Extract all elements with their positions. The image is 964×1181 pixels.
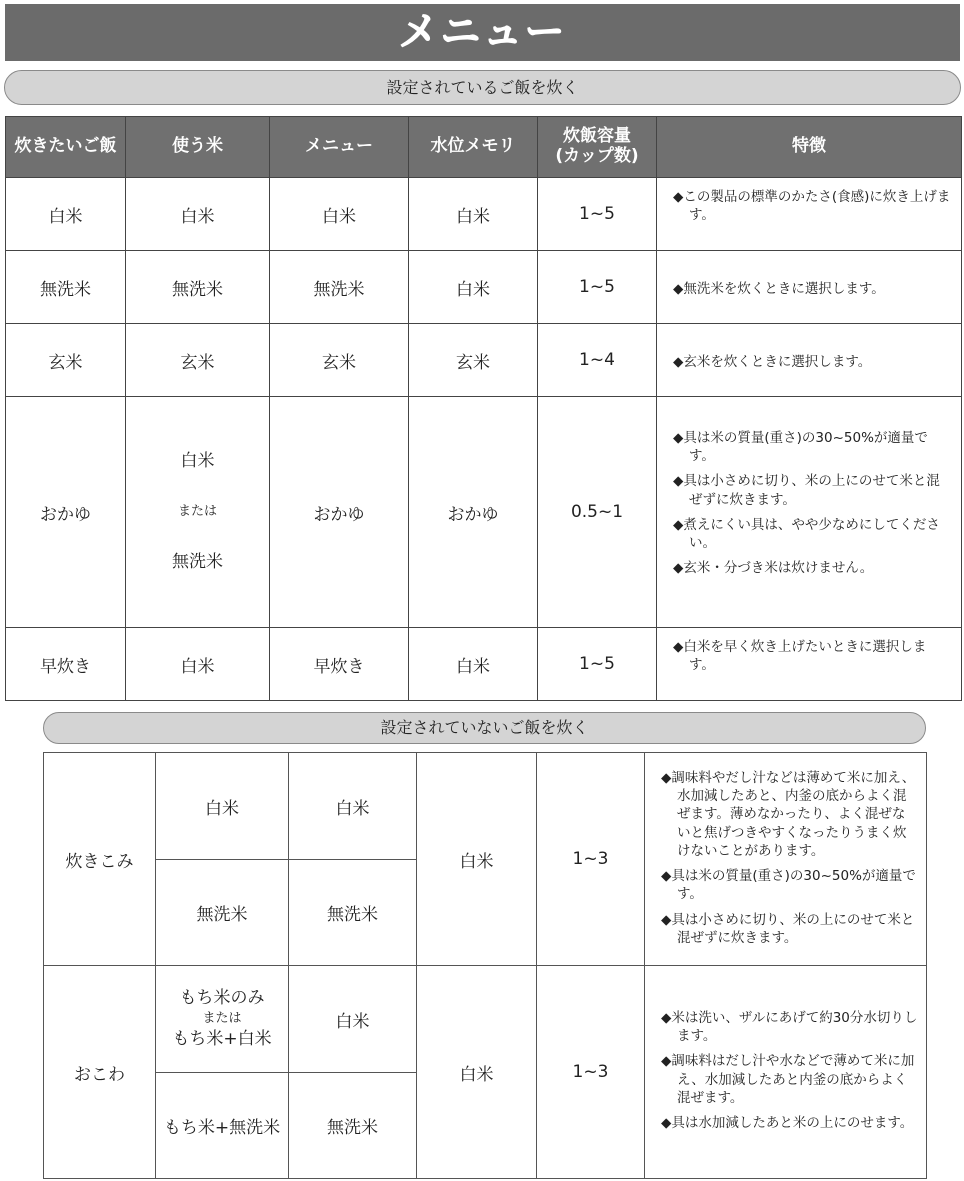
table-row [44, 966, 927, 1073]
menu-cell: 玄米 [270, 324, 409, 397]
feature-note: ◆この製品の標準のかたさ(食感)に炊き上げます。 [673, 189, 951, 224]
or-label: または [202, 1011, 242, 1027]
capacity-cell: 1~4 [538, 324, 657, 397]
section2-heading [43, 712, 926, 744]
use-cell: 無洗米 [126, 251, 270, 324]
use-cell: 白米 [126, 628, 270, 701]
table-row [6, 251, 962, 324]
feature-note: ◆具は小さめに切り、米の上にのせて米と混ぜずに炊きます。 [661, 911, 915, 946]
use-cell: 白米 [156, 753, 289, 860]
capacity-cell: 1~3 [537, 753, 645, 966]
features-cell [657, 397, 962, 628]
table-row [6, 324, 962, 397]
col-header-water: 水位メモリ [409, 117, 538, 178]
section1-heading-text: 設定されているご飯を炊く [386, 78, 579, 97]
custom-menu-table [43, 752, 927, 1179]
feature-note: ◆具は小さめに切り、米の上にのせて米と混ぜずに炊きます。 [673, 473, 940, 508]
use-option: もち米のみ [179, 988, 265, 1009]
feature-note: ◆具は米の質量(重さ)の30~50%が適量です。 [661, 868, 916, 903]
menu-cell: 早炊き [270, 628, 409, 701]
page-title-bar [5, 4, 960, 61]
table-row [6, 628, 962, 701]
water-cell: 玄米 [409, 324, 538, 397]
table-row [6, 397, 962, 628]
use-option: 白米 [180, 451, 215, 472]
section2-heading-text: 設定されていないご飯を炊く [380, 718, 589, 737]
feature-note: ◆玄米・分づき米は炊けません。 [673, 560, 874, 577]
feature-note: ◆白米を早く炊き上げたいときに選択します。 [673, 639, 927, 674]
feature-note: ◆具は米の質量(重さ)の30~50%が適量です。 [673, 430, 928, 465]
menu-cell: 無洗米 [270, 251, 409, 324]
capacity-label: 炊飯容量 [563, 126, 631, 147]
menu-cell: 無洗米 [289, 1073, 417, 1179]
water-cell: 白米 [417, 753, 537, 966]
table-row [44, 753, 927, 860]
feature-note: ◆煮えにくい具は、やや少なめにしてください。 [673, 516, 940, 552]
menu-cell: 無洗米 [289, 860, 417, 966]
water-cell: おかゆ [409, 397, 538, 628]
menu-cell: 白米 [289, 753, 417, 860]
menu-cell: 白米 [270, 178, 409, 251]
feature-note: ◆無洗米を炊くときに選択します。 [673, 280, 885, 297]
rice-cell: 白米 [6, 178, 126, 251]
col-header-capacity [538, 117, 657, 178]
water-cell: 白米 [409, 178, 538, 251]
features-cell [645, 966, 927, 1179]
page-title: メニュー [398, 9, 567, 55]
capacity-cell: 1~3 [537, 966, 645, 1179]
use-cell: もち米+無洗米 [156, 1073, 289, 1179]
use-option: 無洗米 [172, 551, 223, 572]
rice-cell: 無洗米 [6, 251, 126, 324]
menu-cell: おかゆ [270, 397, 409, 628]
features-cell [657, 324, 962, 397]
feature-note: ◆具は水加減したあと米の上にのせます。 [661, 1114, 914, 1131]
water-cell: 白米 [409, 628, 538, 701]
features-cell [657, 178, 962, 251]
capacity-unit: (カップ数) [555, 146, 639, 166]
use-cell: 白米 [126, 178, 270, 251]
capacity-cell: 0.5~1 [538, 397, 657, 628]
col-header-rice: 炊きたいご飯 [6, 117, 126, 178]
capacity-cell: 1~5 [538, 251, 657, 324]
capacity-cell: 1~5 [538, 178, 657, 251]
use-cell: 無洗米 [156, 860, 289, 966]
feature-note: ◆調味料やだし汁などは薄めて米に加え、水加減したあと、内釜の底からよく混ぜます。薄めなかったり、よく混ぜないと焦げつきやすくなったりうまく炊けないことがあります。 [661, 770, 916, 859]
table-row [6, 178, 962, 251]
col-header-use: 使う米 [126, 117, 270, 178]
rice-cell: おこわ [44, 966, 156, 1179]
rice-cell: 玄米 [6, 324, 126, 397]
col-header-features: 特徴 [657, 117, 962, 178]
feature-note: ◆米は洗い、ザルにあげて約30分水切りします。 [661, 1009, 918, 1045]
water-cell: 白米 [409, 251, 538, 324]
use-cell [156, 966, 289, 1073]
rice-cell: 炊きこみ [44, 753, 156, 966]
feature-note: ◆玄米を炊くときに選択します。 [673, 353, 872, 370]
col-header-menu: メニュー [270, 117, 409, 178]
preset-menu-table [5, 116, 962, 701]
capacity-cell: 1~5 [538, 628, 657, 701]
menu-cell: 白米 [289, 966, 417, 1073]
use-option: もち米+白米 [172, 1028, 272, 1049]
use-cell [126, 397, 270, 628]
use-cell: 玄米 [126, 324, 270, 397]
features-cell [645, 753, 927, 966]
or-label: または [177, 504, 217, 520]
features-cell [657, 251, 962, 324]
rice-cell: おかゆ [6, 397, 126, 628]
water-cell: 白米 [417, 966, 537, 1179]
feature-note: ◆調味料はだし汁や水などで薄めて米に加え、水加減したあと内釜の底からよく混ぜます。 [661, 1053, 915, 1106]
section1-heading [4, 70, 961, 105]
rice-cell: 早炊き [6, 628, 126, 701]
features-cell [657, 628, 962, 701]
table-header-row [6, 117, 962, 178]
